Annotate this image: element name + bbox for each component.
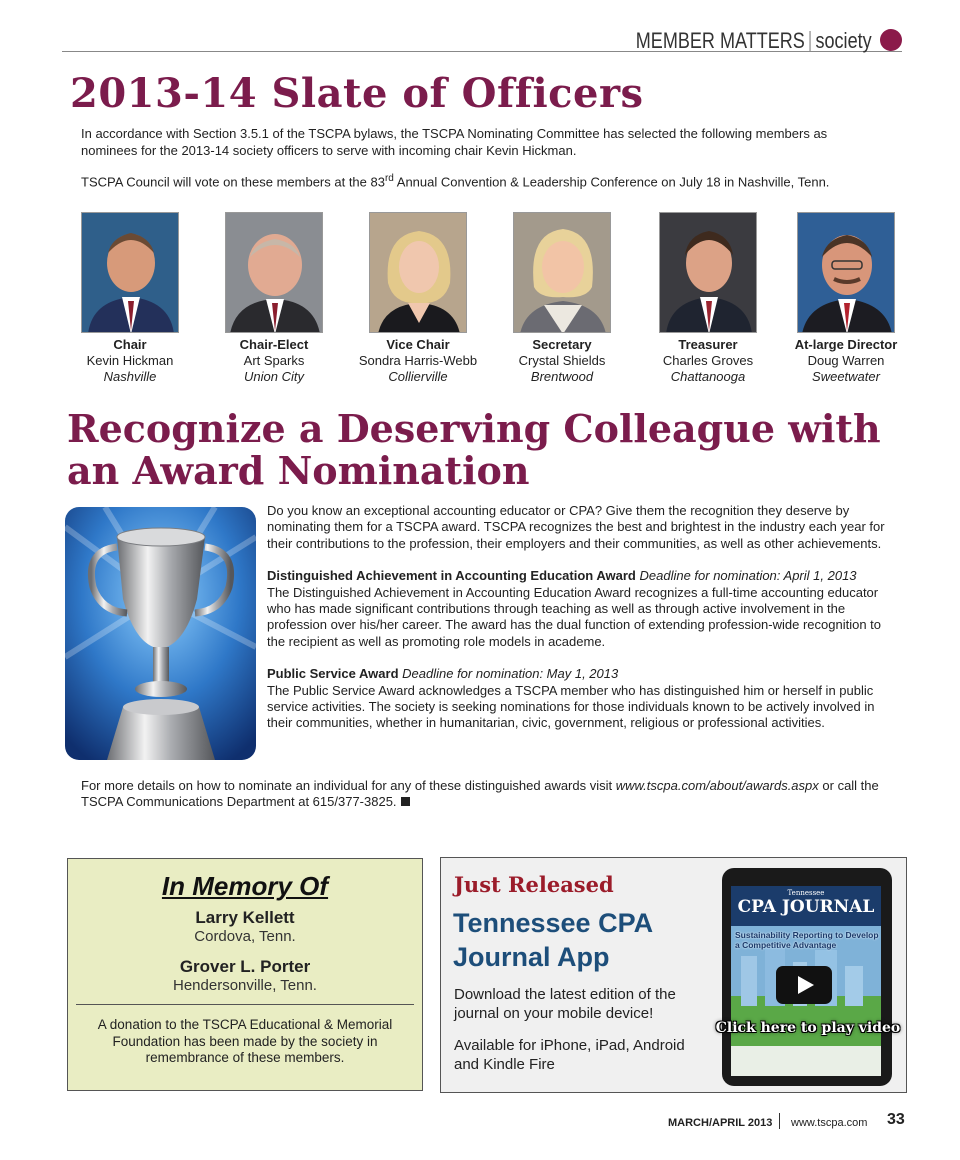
- officer-role: Secretary: [532, 337, 592, 352]
- officer-photo: [659, 212, 757, 333]
- footer-issue: MARCH/APRIL 2013: [668, 1117, 773, 1129]
- award-education-name: Distinguished Achievement in Accounting Education Award: [267, 568, 636, 584]
- memorial-note: A donation to the TSCPA Educational & Memorial Foundation has been made by the society in remembrance of these members.: [97, 1017, 393, 1065]
- award-public-service-desc: The Public Service Award acknowledges a TSCPA member who has distinguished him or herself in public service activities. The society is seeking nominations for those individuals known to be actively involved in their communities, whether in humanitarian, civic, government, religious or professional activities.: [267, 682, 875, 731]
- officers-title: 2013-14 Slate of Officers: [70, 70, 644, 117]
- trophy-image: [65, 507, 256, 760]
- end-mark-icon: [401, 797, 410, 806]
- officer-city: Union City: [244, 369, 304, 384]
- magazine-masthead: Tennessee CPA JOURNAL: [731, 886, 881, 926]
- officer-role: Chair-Elect: [239, 337, 309, 352]
- section-dot-icon: [880, 29, 902, 51]
- page-number: 33: [887, 1111, 905, 1128]
- memorial-divider: [76, 1004, 414, 1005]
- officer-city: Collierville: [388, 369, 448, 384]
- intro-paragraph-2: TSCPA Council will vote on these members at the 83rd Annual Convention & Leadership Conference on July 18 in Nashville, Tenn.: [81, 173, 830, 190]
- memorial-box: [67, 858, 423, 1091]
- memorial-city: Cordova, Tenn.: [194, 928, 296, 945]
- officer-name: Crystal Shields: [518, 353, 606, 368]
- officer-city: Sweetwater: [812, 369, 880, 384]
- awards-title: Recognize a Deserving Colleague with an Award Nomination: [67, 406, 881, 493]
- award-public-service-name: Public Service Award: [267, 666, 399, 682]
- memorial-city: Hendersonville, Tenn.: [173, 977, 317, 994]
- officer-name: Doug Warren: [807, 353, 885, 368]
- officer-role: Chair: [113, 337, 147, 352]
- officer-photo: [369, 212, 467, 333]
- play-icon[interactable]: [776, 966, 832, 1004]
- more-details: For more details on how to nominate an individual for any of these distinguished awards visit www.tscpa.com/about/awards.aspx or call the TSCPA Communications Department at 615/377-3825.: [81, 778, 879, 810]
- app-promo-box: [440, 857, 907, 1093]
- officer-photo: [797, 212, 895, 333]
- footer-url[interactable]: www.tscpa.com: [791, 1117, 868, 1129]
- officer-card: [348, 212, 488, 385]
- app-kicker: Just Released: [454, 872, 614, 897]
- officer-photo: [225, 212, 323, 333]
- intro-paragraph-1: In accordance with Section 3.5.1 of the TSCPA bylaws, the TSCPA Nominating Committee has selected the following members as nominees for the 2013-14 society officers to serve with incoming chair Kevin Hickman.: [81, 126, 828, 158]
- magazine-cover: [731, 886, 881, 1076]
- officer-card: [204, 212, 344, 385]
- officer-role: Vice Chair: [386, 337, 450, 352]
- app-title: Tennessee CPA Journal App: [453, 908, 653, 972]
- awards-intro: Do you know an exceptional accounting educator or CPA? Give them the recognition they deserve by nominating them for a TSCPA award. TSCPA recognizes the best and brightest in the industry each year for their contributions to the profession, their employers and their communities, as well as other achievements.: [267, 503, 885, 551]
- tablet-video[interactable]: [715, 868, 901, 1086]
- officer-card: [492, 212, 632, 385]
- officer-photo: [81, 212, 179, 333]
- award-education-deadline: Deadline for nomination: April 1, 2013: [639, 568, 857, 584]
- page-header: [62, 26, 902, 52]
- officer-city: Chattanooga: [670, 369, 746, 384]
- app-description: Download the latest edition of the journal on your mobile device!: [454, 986, 676, 1022]
- officer-name: Art Sparks: [243, 353, 305, 368]
- footer-divider: [779, 1113, 780, 1129]
- officer-card: [776, 212, 916, 385]
- officer-name: Sondra Harris-Webb: [358, 353, 478, 368]
- awards-link[interactable]: www.tscpa.com/about/awards.aspx: [615, 778, 819, 793]
- memorial-name: Grover L. Porter: [179, 957, 311, 976]
- officer-role: Treasurer: [678, 337, 738, 352]
- subsection-name: society: [815, 28, 872, 53]
- officers-intro: [81, 126, 871, 191]
- officer-card: [638, 212, 778, 385]
- award-public-service: [267, 666, 887, 732]
- officers-grid: [60, 212, 910, 392]
- officer-photo: [513, 212, 611, 333]
- award-education-desc: The Distinguished Achievement in Accounting Education Award recognizes a full-time accounting educator who has made significant contributions through teaching as well as through active involvement in the profession over his/her career. The award has the dual function of extending profession-wide recognition to the recipient as well as promoting role models in academe.: [267, 584, 882, 649]
- section-name: MEMBER MATTERS: [636, 28, 806, 53]
- memorial-name: Larry Kellett: [195, 908, 295, 927]
- officer-name: Kevin Hickman: [86, 353, 174, 368]
- officer-city: Nashville: [103, 369, 157, 384]
- award-public-service-deadline: Deadline for nomination: May 1, 2013: [402, 666, 619, 682]
- award-education: [267, 568, 887, 650]
- magazine-headline: Sustainability Reporting to Develop a Competitive Advantage: [735, 930, 879, 950]
- officer-city: Brentwood: [530, 369, 594, 384]
- officer-role: At-large Director: [794, 337, 898, 352]
- header-divider: [810, 31, 811, 51]
- memorial-title: In Memory Of: [161, 871, 329, 901]
- officer-card: [60, 212, 200, 385]
- app-availability: Available for iPhone, iPad, Android and Kindle Fire: [454, 1037, 685, 1073]
- awards-body: [267, 503, 887, 732]
- section-label: [636, 28, 872, 54]
- officer-name: Charles Groves: [662, 353, 754, 368]
- play-video-link[interactable]: Click here to play video: [715, 1020, 901, 1036]
